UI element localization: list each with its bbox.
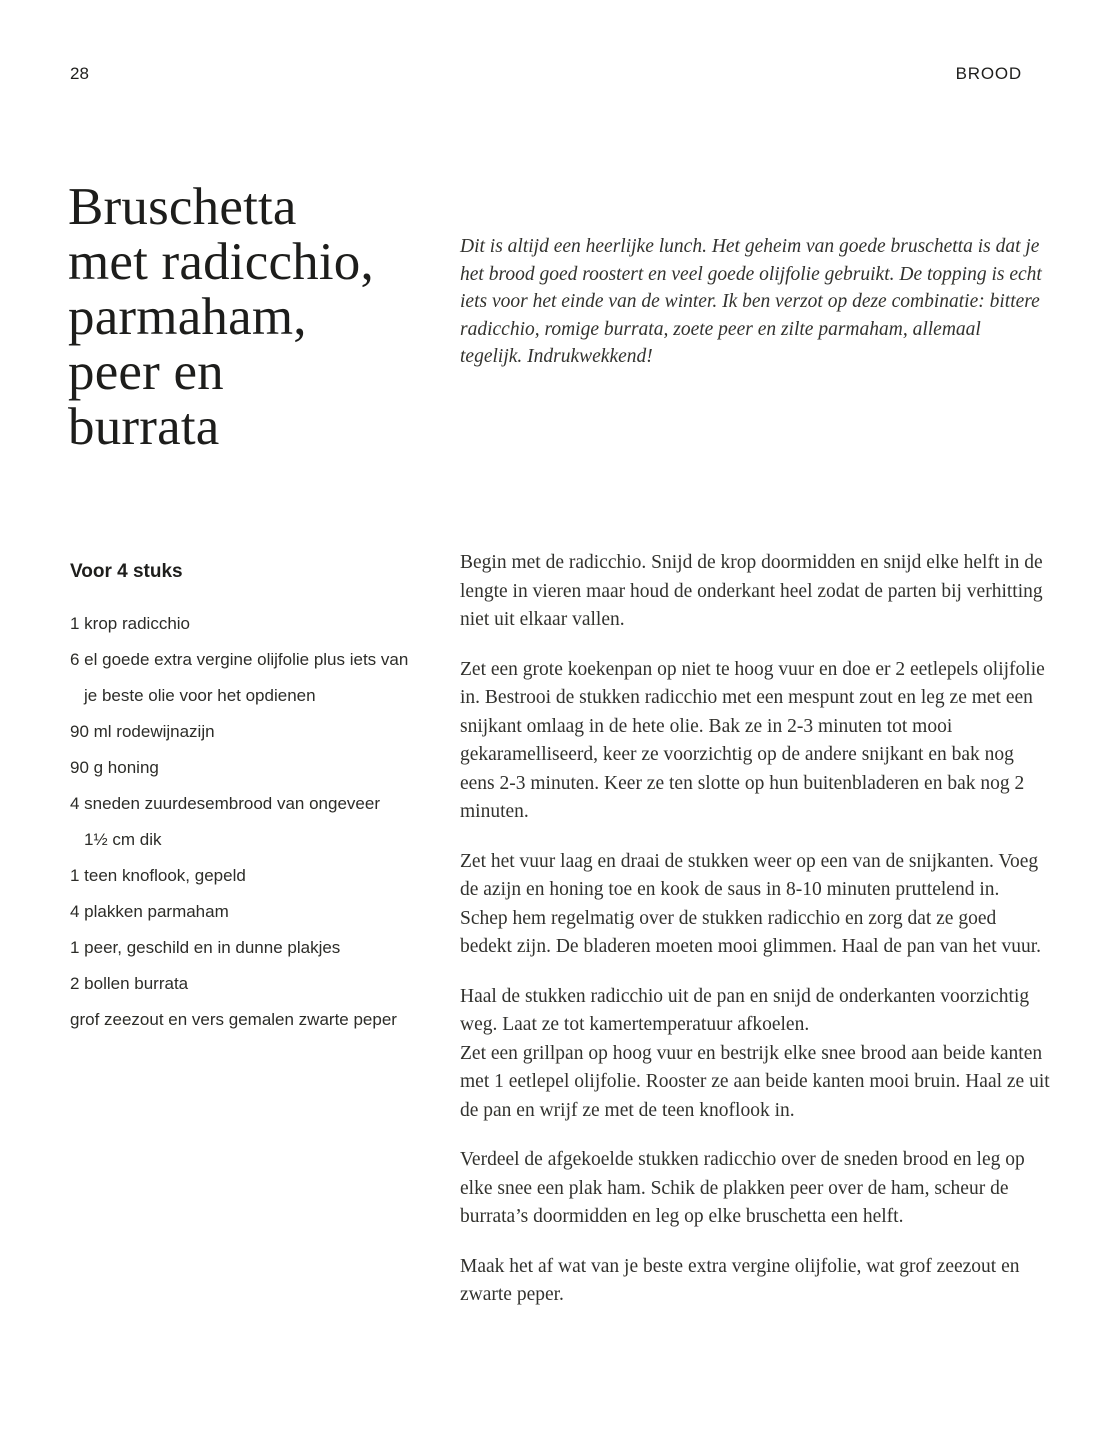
yield-label: Voor 4 stuks [70,561,183,582]
ingredient-line-continuation: 1½ cm dik [84,830,162,849]
recipe-title-line: burrata [68,398,220,456]
section-label: BROOD [955,64,1022,83]
method-paragraph: Zet het vuur laag en draai de stukken weer op een van de snijkanten. Voeg de azijn en honing toe en kook de saus in 8-10 minuten pruttelend in. Schep hem regelmatig over de stukken radicchio en zorg dat ze goed bedekt zijn. De bladeren moeten mooi glimmen. Haal de pan van het vuur. [460,850,1042,957]
ingredient-line: 6 el goede extra vergine olijfolie plus iets van [70,650,409,669]
recipe-title-line: Bruschetta [68,178,297,236]
ingredient-list [70,606,455,1038]
ingredient-line: grof zeezout en vers gemalen zwarte peper [70,1010,397,1029]
ingredient-line: 1 krop radicchio [70,614,191,633]
recipe-title-line: peer en [68,343,224,401]
method-paragraph: Verdeel de afgekoelde stukken radicchio over de sneden brood en leg op elke snee een plak ham. Schik de plakken peer over de ham, scheur de burrata’s doormidden en leg op elke bruschetta een helft. [460,1149,1025,1227]
running-head [70,64,1022,84]
recipe-intro: Dit is altijd een heerlijke lunch. Het geheim van goede bruschetta is dat je het brood goed roostert en veel goede olijfolie gebruikt. De topping is echt iets voor het einde van de winter. Ik ben verzot op deze combinatie: bittere radicchio, romige burrata, zoete peer en zilte parmaham, allemaal tegelijk. Indrukwekkend! [460,236,1042,368]
ingredient-line: 4 plakken parmaham [70,902,229,921]
ingredient-line: 4 sneden zuurdesembrood van ongeveer [70,794,380,813]
method-paragraph: Begin met de radicchio. Snijd de krop doormidden en snijd elke helft in de lengte in vieren maar houd de onderkant heel zodat de parten bij verhitting niet uit elkaar vallen. [460,552,1043,630]
method-paragraph [460,983,1050,1126]
method-paragraph-line: Zet een grillpan op hoog vuur en bestrijk elke snee brood aan beide kanten met 1 eetlepel olijfolie. Rooster ze aan beide kanten mooi bruin. Haal ze uit de pan en wrijf ze met de teen knoflook in. [460,1042,1050,1121]
ingredient-line-continuation: je beste olie voor het opdienen [84,686,316,705]
recipe-title-line: met radicchio, [68,233,374,291]
method-paragraph-line: Haal de stukken radicchio uit de pan en snijd de onderkanten voorzichtig weg. Laat ze tot kamertemperatuur afkoelen. [460,985,1030,1035]
ingredient-line: 90 g honing [70,758,159,777]
method-text [460,549,1050,1331]
ingredient-line: 1 teen knoflook, gepeld [70,866,246,885]
ingredient-line: 90 ml rodewijnazijn [70,722,215,741]
method-paragraph: Maak het af wat van je beste extra vergine olijfolie, wat grof zeezout en zwarte peper. [460,1255,1020,1305]
ingredient-line: 2 bollen burrata [70,974,189,993]
ingredient-line: 1 peer, geschild en in dunne plakjes [70,938,341,957]
recipe-title-line: parmaham, [68,288,307,346]
page-number: 28 [70,64,89,83]
recipe-title [68,180,374,455]
method-paragraph: Zet een grote koekenpan op niet te hoog vuur en doe er 2 eetlepels olijfolie in. Bestrooi de stukken radicchio met een mespunt zout en leg ze met een snijkant omlaag in de hete olie. Bak ze in 2-3 minuten tot mooi gekaramelliseerd, keer ze voorzichtig op de andere snijkant en bak nog eens 2-3 minuten. Keer ze ten slotte op hun buitenbladeren en bak nog 2 minuten. [460,658,1045,822]
